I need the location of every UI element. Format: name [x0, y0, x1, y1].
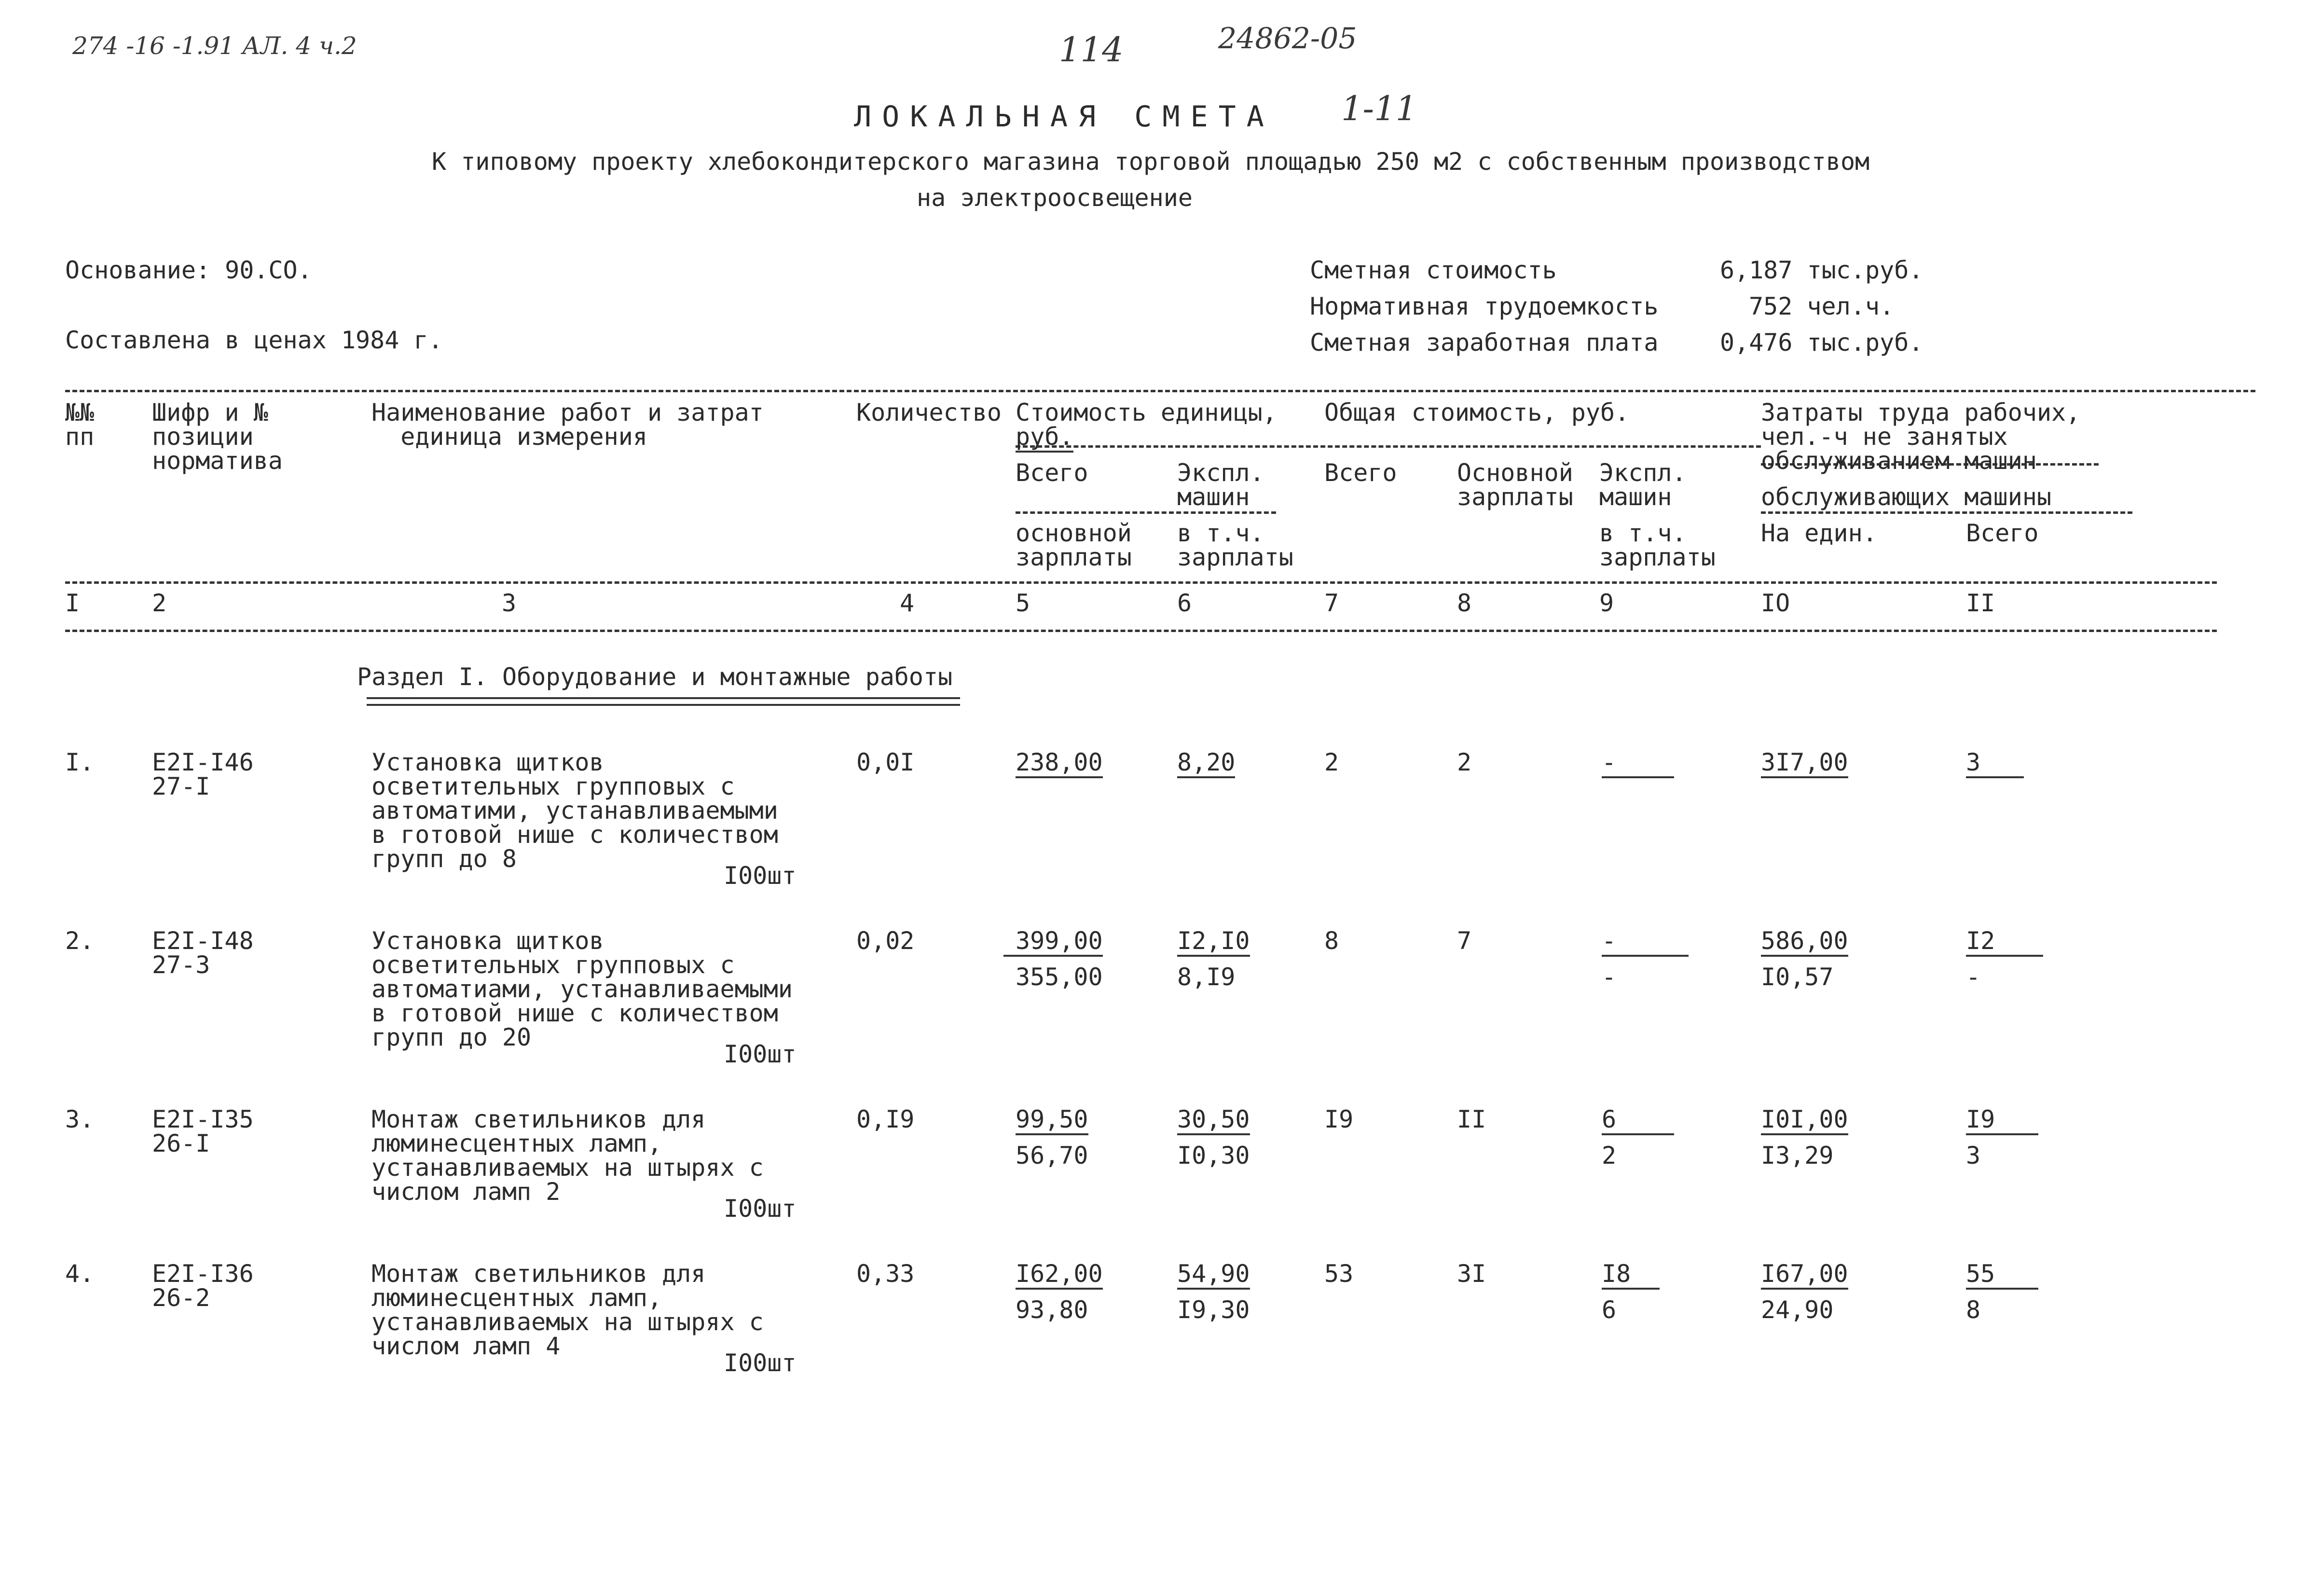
- row-c6-top: I2,I0: [1177, 929, 1250, 957]
- row-c9-bottom: -: [1602, 963, 1617, 991]
- section-title-underline: [367, 697, 960, 706]
- row-c6: [1177, 1107, 1250, 1135]
- col-header-6-top: Экспл. машин: [1177, 459, 1264, 511]
- row-quantity: 0,0I: [856, 748, 915, 776]
- table-top-rule: [65, 390, 2255, 392]
- col-header-number: №№ пп: [65, 399, 95, 451]
- col-header-10: На един.: [1761, 519, 1877, 547]
- row-c5-top: 238,00: [1016, 750, 1103, 778]
- row-c9-bottom: 6: [1602, 1296, 1617, 1324]
- row-c11-bottom: -: [1966, 963, 1981, 991]
- header-bottom-rule: [65, 581, 2217, 584]
- row-c7: 2: [1324, 748, 1339, 776]
- subtitle-line-1: К типовому проекту хлебокондитерского магазина торговой площадью 250 м2 с собственным производством: [432, 148, 1870, 176]
- row-c11-top: I9: [1966, 1107, 2038, 1135]
- row-name: Монтаж светильников для люминесцентных ламп, устанавливаемых на штырях с числом ламп 4: [371, 1260, 764, 1360]
- row-c9: [1602, 1262, 1660, 1290]
- basis-text: Основание: 90.СО.: [65, 256, 312, 284]
- row-c6-top: 8,20: [1177, 750, 1235, 778]
- row-c6-top: 30,50: [1177, 1107, 1250, 1135]
- labor-label: Нормативная трудоемкость: [1310, 292, 1659, 320]
- row-c5-top: I62,00: [1016, 1262, 1103, 1290]
- row-c11: [1966, 929, 2043, 957]
- row-c10-top: I67,00: [1761, 1262, 1848, 1290]
- row-c5-bottom: 56,70: [1016, 1142, 1088, 1169]
- row-c9-bottom: 2: [1602, 1142, 1617, 1169]
- row-c11: [1966, 750, 2024, 778]
- row-number: 3.: [65, 1105, 95, 1133]
- column-number-7: 7: [1324, 589, 1339, 617]
- prices-text: Составлена в ценах 1984 г.: [65, 326, 443, 354]
- row-c11: [1966, 1262, 2038, 1290]
- row-number: 2.: [65, 927, 95, 955]
- document-number: 24862-05: [1218, 22, 1357, 55]
- col-header-labor-b: чел.-ч не занятых: [1761, 423, 2008, 451]
- row-c11-bottom: 3: [1966, 1142, 1981, 1169]
- row-unit: I00шт: [724, 1195, 797, 1223]
- row-c6-top: 54,90: [1177, 1262, 1250, 1290]
- row-c5: [1003, 929, 1103, 957]
- row-quantity: 0,33: [856, 1260, 915, 1288]
- row-c5-bottom: 355,00: [1016, 963, 1103, 991]
- header-group-rule: [1016, 445, 1761, 448]
- row-c8: 2: [1457, 748, 1472, 776]
- row-c8: II: [1457, 1105, 1486, 1133]
- column-number-8: 8: [1457, 589, 1472, 617]
- row-c10: [1761, 929, 1848, 957]
- row-c8: 3I: [1457, 1260, 1486, 1288]
- row-c5-top: 99,50: [1016, 1107, 1088, 1135]
- row-unit: I00шт: [724, 1349, 797, 1377]
- estimated-cost-value: 6,187 тыс.руб.: [1720, 256, 1923, 284]
- row-c5-bottom: 93,80: [1016, 1296, 1088, 1324]
- labor-sub-rule-2: [1761, 511, 2132, 514]
- row-quantity: 0,02: [856, 927, 915, 955]
- row-c10-bottom: I3,29: [1761, 1142, 1834, 1169]
- col-header-8: Основной зарплаты: [1457, 459, 1573, 511]
- col-header-9-top: Экспл. машин: [1599, 459, 1687, 511]
- column-number-9: 9: [1599, 589, 1614, 617]
- page-title: ЛОКАЛЬНАЯ СМЕТА: [854, 100, 1275, 134]
- row-c9-top: -: [1602, 929, 1689, 957]
- row-c10: [1761, 750, 1848, 778]
- col-header-5-top: Всего: [1016, 459, 1088, 487]
- row-c6: [1177, 750, 1235, 778]
- row-name: Установка щитков осветительных групповых с автоматими, устанавливаемыми в готовой нише с количеством групп до 8: [371, 748, 778, 873]
- col-header-5-bottom: основной зарплаты: [1016, 519, 1132, 571]
- row-c5: [1016, 750, 1103, 778]
- row-c6: [1177, 929, 1250, 957]
- row-c11-top: 3: [1966, 750, 2024, 778]
- row-code: Е2I-I48 27-3: [152, 927, 254, 979]
- row-c7: 53: [1324, 1260, 1354, 1288]
- row-code: Е2I-I36 26-2: [152, 1260, 254, 1312]
- row-unit: I00шт: [724, 1040, 797, 1068]
- column-number-6: 6: [1177, 589, 1192, 617]
- labor-value: 752 чел.ч.: [1749, 292, 1895, 320]
- row-number: 4.: [65, 1260, 95, 1288]
- row-c10-bottom: 24,90: [1761, 1296, 1834, 1324]
- row-quantity: 0,I9: [856, 1105, 915, 1133]
- col-header-labor-d: обслуживающих машины: [1761, 483, 2052, 511]
- column-number-11: II: [1966, 589, 1995, 617]
- wage-value: 0,476 тыс.руб.: [1720, 329, 1923, 357]
- row-code: Е2I-I46 27-I: [152, 748, 254, 800]
- row-c11-top: 55: [1966, 1262, 2038, 1290]
- col-header-quantity: Количество: [856, 399, 1002, 427]
- wage-label: Сметная заработная плата: [1310, 329, 1659, 357]
- column-number-3: 3: [502, 589, 517, 617]
- row-code: Е2I-I35 26-I: [152, 1105, 254, 1157]
- row-c9-top: 6: [1602, 1107, 1674, 1135]
- col-header-unit-cost-currency: [1016, 425, 1073, 453]
- page-number: 114: [1059, 30, 1124, 69]
- column-numbers-rule: [65, 630, 2217, 632]
- row-c9: [1602, 1107, 1674, 1135]
- row-c10-bottom: I0,57: [1761, 963, 1834, 991]
- col-header-7: Всего: [1324, 459, 1397, 487]
- row-name: Монтаж светильников для люминесцентных ламп, устанавливаемых на штырях с числом ламп 2: [371, 1105, 764, 1206]
- col-header-labor-c: обслуживанием машин: [1761, 447, 2037, 475]
- subtitle-line-2: на электроосвещение: [917, 184, 1193, 212]
- row-c7: I9: [1324, 1105, 1354, 1133]
- row-c5: [1016, 1262, 1103, 1290]
- row-c10-top: I0I,00: [1761, 1107, 1848, 1135]
- estimated-cost-label: Сметная стоимость: [1310, 256, 1557, 284]
- row-c11-bottom: 8: [1966, 1296, 1981, 1324]
- row-number: I.: [65, 748, 95, 776]
- row-c11: [1966, 1107, 2038, 1135]
- estimate-number: 1-11: [1341, 89, 1417, 128]
- row-c6: [1177, 1262, 1250, 1290]
- row-c10-top: 586,00: [1761, 929, 1848, 957]
- col-header-6-bottom: в т.ч. зарплаты: [1177, 519, 1293, 571]
- row-c6-bottom: 8,I9: [1177, 963, 1236, 991]
- row-c9-top: -: [1602, 750, 1674, 778]
- col-header-labor-a: Затраты труда рабочих,: [1761, 399, 2081, 427]
- col-header-9-bottom: в т.ч. зарплаты: [1599, 519, 1716, 571]
- row-c10-top: 3I7,00: [1761, 750, 1848, 778]
- section-title: Раздел I. Оборудование и монтажные работы: [357, 663, 953, 691]
- col-header-code: Шифр и № позиции норматива: [152, 399, 283, 475]
- header-sub-rule: [1016, 511, 1276, 514]
- handwritten-archive-note: 274 -16 -1.91 АЛ. 4 ч.2: [72, 32, 357, 60]
- column-number-10: IO: [1761, 589, 1790, 617]
- row-c9: [1602, 750, 1674, 778]
- col-header-total-cost: Общая стоимость, руб.: [1324, 399, 1630, 427]
- col-header-name: Наименование работ и затрат единица измерения: [371, 399, 764, 451]
- row-c5: [1016, 1107, 1088, 1135]
- column-number-2: 2: [152, 589, 167, 617]
- col-header-unit-cost: Стоимость единицы,: [1016, 399, 1277, 427]
- row-c10: [1761, 1107, 1848, 1135]
- row-c10: [1761, 1262, 1848, 1290]
- row-unit: I00шт: [724, 862, 797, 890]
- row-c5-top: 399,00: [1003, 929, 1103, 957]
- column-number-4: 4: [900, 589, 915, 617]
- row-c6-bottom: I9,30: [1177, 1296, 1250, 1324]
- column-number-5: 5: [1016, 589, 1030, 617]
- row-c11-top: I2: [1966, 929, 2043, 957]
- row-c8: 7: [1457, 927, 1472, 955]
- row-name: Установка щитков осветительных групповых с автоматиами, устанавливаемыми в готовой нише с количеством групп до 20: [371, 927, 793, 1051]
- row-c9-top: I8: [1602, 1262, 1660, 1290]
- row-c9: [1602, 929, 1689, 957]
- row-c6-bottom: I0,30: [1177, 1142, 1250, 1169]
- col-header-11: Всего: [1966, 519, 2039, 547]
- column-number-1: I: [65, 589, 80, 617]
- row-c7: 8: [1324, 927, 1339, 955]
- rub-label: руб.: [1016, 425, 1073, 453]
